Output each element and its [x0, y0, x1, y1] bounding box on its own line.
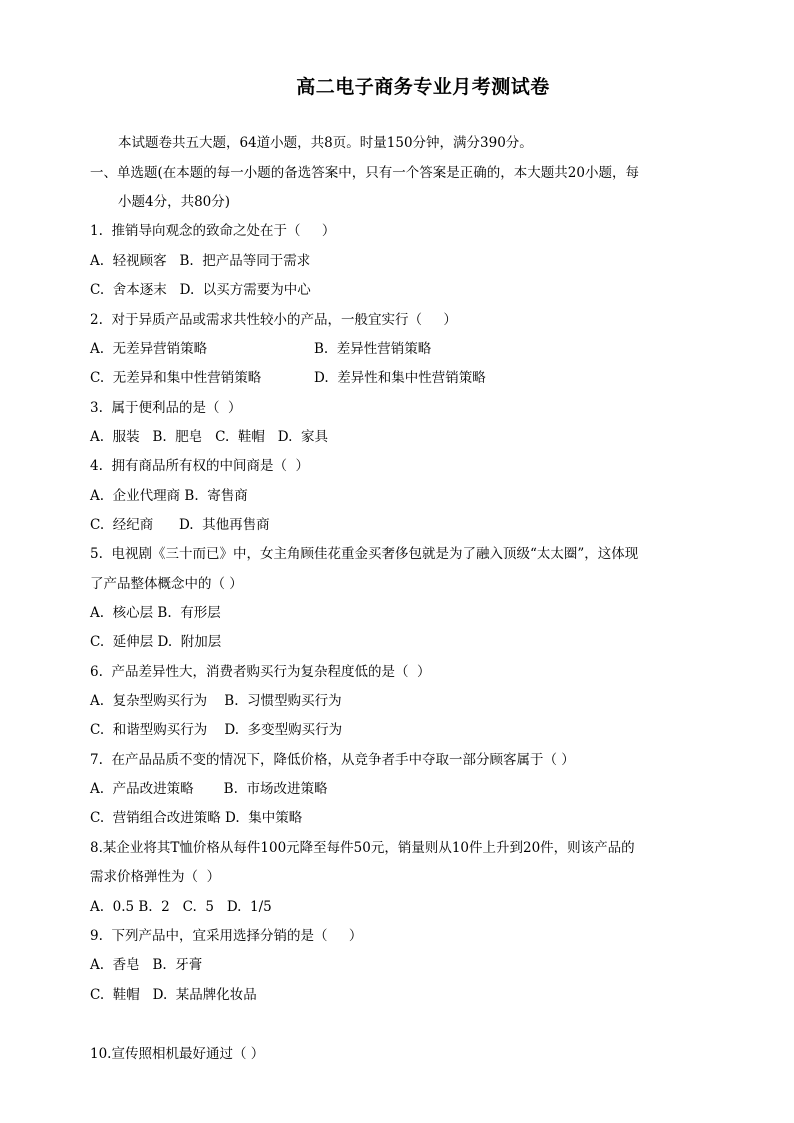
- question-2-option-a: A. 无差异营销策略: [90, 341, 208, 357]
- section-heading-line1: 一、单选题(在本题的每一小题的备选答案中，只有一个答案是正确的，本大题共20小题，每: [90, 165, 639, 181]
- question-2-stem: 2. 对于异质产品或需求共性较小的产品，一般宜实行（ ）: [90, 312, 457, 328]
- question-5-options-cd: C. 延伸层 D. 附加层: [90, 634, 222, 650]
- question-9-stem: 9. 下列产品中，宜采用选择分销的是（ ）: [90, 928, 363, 944]
- question-6-stem: 6. 产品差异性大，消费者购买行为复杂程度低的是（ ）: [90, 664, 431, 680]
- question-8-stem-line2: 需求价格弹性为（ ）: [90, 869, 221, 885]
- question-4-options-ab: A. 企业代理商 B. 寄售商: [90, 488, 248, 504]
- question-7-stem: 7. 在产品品质不变的情况下，降低价格，从竞争者手中夺取一部分顾客属于（ ）: [90, 752, 575, 768]
- question-8-stem-line1: 8.某企业将其T恤价格从每件100元降至每件50元，销量则从10件上升到20件，则该产品的: [90, 840, 635, 856]
- question-2-option-b: B. 差异性营销策略: [314, 341, 432, 357]
- question-5-options-ab: A. 核心层 B. 有形层: [90, 605, 221, 621]
- question-5-stem-line2: 了产品整体概念中的（ ）: [90, 576, 243, 592]
- question-4-options-cd: C. 经纪商 D. 其他再售商: [90, 517, 270, 533]
- question-1-options-cd: C. 舍本逐末 D. 以买方需要为中心: [90, 282, 311, 298]
- page-title: 高二电子商务专业月考测试卷: [296, 76, 550, 98]
- question-6-options-cd: C. 和谐型购买行为 D. 多变型购买行为: [90, 722, 343, 738]
- question-8-options: A. 0.5 B. 2 C. 5 D. 1/5: [90, 899, 272, 915]
- question-3-stem: 3. 属于便利品的是（ ）: [90, 400, 242, 416]
- question-2-option-c: C. 无差异和集中性营销策略: [90, 370, 262, 386]
- question-7-options-cd: C. 营销组合改进策略 D. 集中策略: [90, 810, 303, 826]
- question-2-option-d: D. 差异性和集中性营销策略: [314, 370, 486, 386]
- section-heading-line2: 小题4分，共80分): [118, 194, 231, 210]
- question-10-stem: 10.宣传照相机最好通过（ ）: [90, 1046, 265, 1062]
- question-6-options-ab: A. 复杂型购买行为 B. 习惯型购买行为: [90, 693, 342, 709]
- question-1-stem: 1. 推销导向观念的致命之处在于（ ）: [90, 223, 336, 239]
- question-9-options-ab: A. 香皂 B. 牙膏: [90, 957, 203, 973]
- question-7-options-ab: A. 产品改进策略 B. 市场改进策略: [90, 781, 328, 797]
- exam-intro: 本试题卷共五大题，64道小题，共8页。时量150分钟，满分390分。: [118, 135, 533, 151]
- question-9-options-cd: C. 鞋帽 D. 某品牌化妆品: [90, 987, 257, 1003]
- question-5-stem-line1: 5. 电视剧《三十而已》中，女主角顾佳花重金买奢侈包就是为了融入顶级“太太圈”，这体现: [90, 546, 639, 562]
- question-3-options: A. 服装 B. 肥皂 C. 鞋帽 D. 家具: [90, 429, 328, 445]
- question-1-options-ab: A. 轻视顾客 B. 把产品等同于需求: [90, 253, 311, 269]
- question-4-stem: 4. 拥有商品所有权的中间商是（ ）: [90, 458, 310, 474]
